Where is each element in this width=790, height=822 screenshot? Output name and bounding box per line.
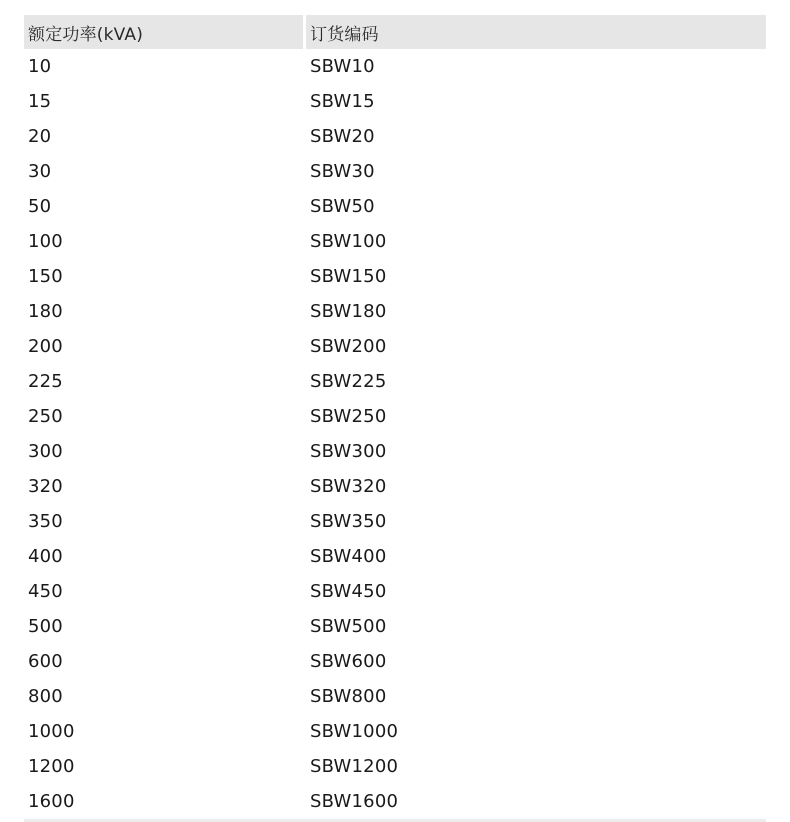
order-code-cell: SBW300 xyxy=(310,441,387,462)
order-code-cell: SBW15 xyxy=(310,91,375,112)
table-row xyxy=(24,189,766,224)
table-row xyxy=(24,84,766,119)
table-row xyxy=(24,539,766,574)
rated-power-cell: 320 xyxy=(28,476,63,497)
order-code-cell: SBW450 xyxy=(310,581,387,602)
table-row xyxy=(24,259,766,294)
order-code-cell: SBW600 xyxy=(310,651,387,672)
rated-power-cell: 20 xyxy=(28,126,52,147)
header-order-code: 订货编码 xyxy=(306,15,766,49)
table-header-row xyxy=(24,15,766,49)
order-code-cell: SBW320 xyxy=(310,476,387,497)
order-code-cell: SBW1000 xyxy=(310,721,399,742)
rated-power-cell: 1000 xyxy=(28,721,75,742)
order-code-cell: SBW50 xyxy=(310,196,375,217)
table-row xyxy=(24,644,766,679)
rated-power-cell: 450 xyxy=(28,581,63,602)
table-row xyxy=(24,224,766,259)
table-row xyxy=(24,574,766,609)
table-body xyxy=(24,49,766,822)
rated-power-cell: 600 xyxy=(28,651,63,672)
table-row xyxy=(24,784,766,822)
rated-power-cell: 10 xyxy=(28,56,52,77)
order-code-cell: SBW1200 xyxy=(310,756,399,777)
table-row xyxy=(24,364,766,399)
rated-power-cell: 225 xyxy=(28,371,63,392)
rated-power-cell: 50 xyxy=(28,196,52,217)
table-row xyxy=(24,119,766,154)
order-code-cell: SBW500 xyxy=(310,616,387,637)
rated-power-cell: 300 xyxy=(28,441,63,462)
rated-power-cell: 400 xyxy=(28,546,63,567)
order-code-cell: SBW200 xyxy=(310,336,387,357)
table-row xyxy=(24,399,766,434)
table-row xyxy=(24,679,766,714)
rated-power-cell: 200 xyxy=(28,336,63,357)
table-row xyxy=(24,434,766,469)
table-row xyxy=(24,469,766,504)
table-row xyxy=(24,504,766,539)
rated-power-cell: 100 xyxy=(28,231,63,252)
order-code-cell: SBW150 xyxy=(310,266,387,287)
rated-power-cell: 1600 xyxy=(28,791,75,812)
order-code-cell: SBW10 xyxy=(310,56,375,77)
table-row xyxy=(24,154,766,189)
order-code-cell: SBW800 xyxy=(310,686,387,707)
rated-power-cell: 800 xyxy=(28,686,63,707)
table-row xyxy=(24,49,766,84)
rated-power-cell: 1200 xyxy=(28,756,75,777)
rating-code-table xyxy=(24,15,766,822)
table-row xyxy=(24,609,766,644)
rated-power-cell: 500 xyxy=(28,616,63,637)
order-code-cell: SBW180 xyxy=(310,301,387,322)
table-row xyxy=(24,714,766,749)
order-code-cell: SBW100 xyxy=(310,231,387,252)
rated-power-cell: 15 xyxy=(28,91,52,112)
order-code-cell: SBW350 xyxy=(310,511,387,532)
header-rated-power: 额定功率(kVA) xyxy=(24,15,303,49)
order-code-cell: SBW250 xyxy=(310,406,387,427)
order-code-cell: SBW20 xyxy=(310,126,375,147)
rated-power-cell: 150 xyxy=(28,266,63,287)
table-row xyxy=(24,749,766,784)
order-code-cell: SBW1600 xyxy=(310,791,399,812)
table-row xyxy=(24,294,766,329)
order-code-cell: SBW225 xyxy=(310,371,387,392)
rated-power-cell: 250 xyxy=(28,406,63,427)
rated-power-cell: 350 xyxy=(28,511,63,532)
table-row xyxy=(24,329,766,364)
order-code-cell: SBW400 xyxy=(310,546,387,567)
rated-power-cell: 180 xyxy=(28,301,63,322)
order-code-cell: SBW30 xyxy=(310,161,375,182)
rated-power-cell: 30 xyxy=(28,161,52,182)
